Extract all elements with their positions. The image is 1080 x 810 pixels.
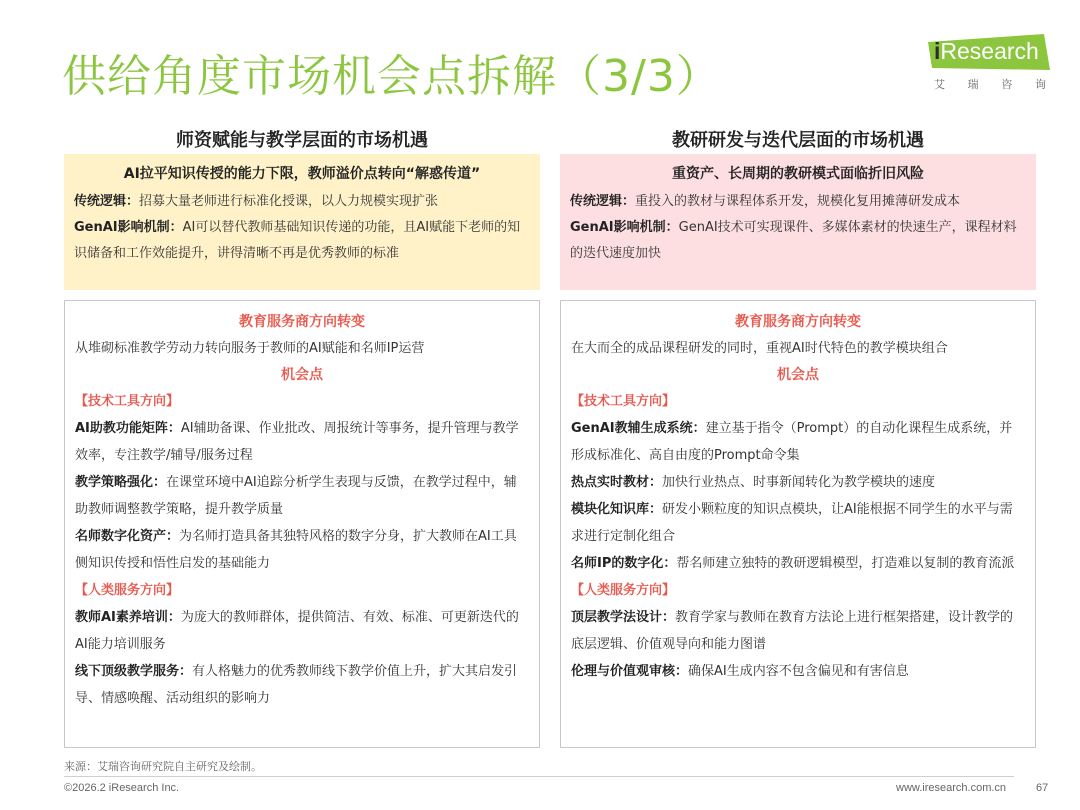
right-list-item: 伦理与价值观审核：确保AI生成内容不包含偏见和有害信息: [571, 664, 909, 679]
right-summary-line: GenAI影响机制：GenAI技术可实现课件、多媒体素材的快速生产，课程材料的迭代速度加快: [570, 220, 1017, 261]
left-direction-text: 从堆砌标准教学劳动力转向服务于教师的AI赋能和名师IP运营: [75, 341, 425, 356]
right-list-item: 模块化知识库：研发小颗粒度的知识点模块，让AI能根据不同学生的水平与需求进行定制化组合: [571, 502, 1013, 544]
source-note: 来源：艾瑞咨询研究院自主研究及绘制。: [64, 760, 262, 773]
website-link[interactable]: www.iresearch.com.cn: [896, 782, 1007, 794]
iresearch-logo: [928, 34, 1050, 96]
logo-chinese-name: 艾 瑞 咨 询: [934, 78, 1046, 91]
right-column-title: 教研研发与迭代层面的市场机遇: [672, 130, 924, 151]
right-section-title: 【技术工具方向】: [571, 394, 676, 409]
right-list-item: 热点实时教材：加快行业热点、时事新闻转化为教学模块的速度: [571, 475, 936, 490]
right-list-item: 名师IP的数字化：帮名师建立独特的教研逻辑模型，打造难以复制的教育流派: [571, 556, 1015, 571]
logo-wordmark: iResearch: [934, 38, 1039, 64]
left-summary-head: AI拉平知识传授的能力下限，教师溢价点转向“解惑传道”: [123, 166, 481, 182]
right-summary-box: [560, 154, 1036, 290]
left-list-item: 教师AI素养培训：为庞大的教师群体，提供简洁、有效、标准、可更新迭代的AI能力培训服务: [75, 610, 519, 652]
right-summary-line: 传统逻辑：重投入的教材与课程体系开发，规模化复用摊薄研发成本: [570, 194, 961, 209]
copyright-text: ©2026.2 iResearch Inc.: [64, 782, 180, 794]
left-direction-title: 教育服务商方向转变: [239, 314, 365, 330]
footer-divider: [64, 776, 1014, 777]
left-summary-box: [64, 154, 540, 290]
left-list-item: 线下顶级教学服务：有人格魅力的优秀教师线下教学价值上升，扩大其启发引导、情感唤醒、活动组织的影响力: [75, 664, 518, 706]
left-list-item: 教学策略强化：在课堂环境中AI追踪分析学生表现与反馈，在教学过程中，辅助教师调整教学策略，提升教学质量: [75, 475, 517, 517]
left-summary-line: GenAI影响机制：AI可以替代教师基础知识传递的功能，且AI赋能下老师的知识储备和工作效能提升，讲得清晰不再是优秀教师的标准: [74, 220, 521, 261]
right-detail-box: [560, 300, 1036, 748]
page-number: 67: [1036, 782, 1049, 794]
left-section-title: 【人类服务方向】: [75, 583, 180, 598]
right-direction-title: 教育服务商方向转变: [735, 314, 861, 330]
left-column-title: 师资赋能与教学层面的市场机遇: [176, 130, 428, 151]
right-section-title: 【人类服务方向】: [571, 583, 676, 598]
right-list-item: 顶层教学法设计：教育学家与教师在教育方法论上进行框架搭建，设计教学的底层逻辑、价值观导向和能力图谱: [571, 610, 1014, 652]
left-list-item: AI助教功能矩阵：AI辅助备课、作业批改、周报统计等事务，提升管理与教学效率，专注教学/辅导/服务过程: [75, 421, 519, 463]
left-list-item: 名师数字化资产：为名师打造具备其独特风格的数字分身，扩大教师在AI工具侧知识传授和悟性启发的基础能力: [75, 529, 517, 571]
right-summary-head: 重资产、长周期的教研模式面临折旧风险: [672, 166, 924, 182]
right-opportunity-label: 机会点: [777, 367, 819, 383]
left-detail-box: [64, 300, 540, 748]
left-summary-line: 传统逻辑：招募大量老师进行标准化授课，以人力规模实现扩张: [74, 194, 439, 209]
right-direction-text: 在大而全的成品课程研发的同时，重视AI时代特色的教学模块组合: [571, 341, 948, 356]
right-list-item: GenAI教辅生成系统：建立基于指令（Prompt）的自动化课程生成系统，并形成标准化、高自由度的Prompt命令集: [571, 421, 1013, 463]
left-opportunity-label: 机会点: [281, 367, 323, 383]
left-section-title: 【技术工具方向】: [75, 394, 180, 409]
page-title: 供给角度市场机会点拆解（3/3）: [62, 51, 721, 102]
